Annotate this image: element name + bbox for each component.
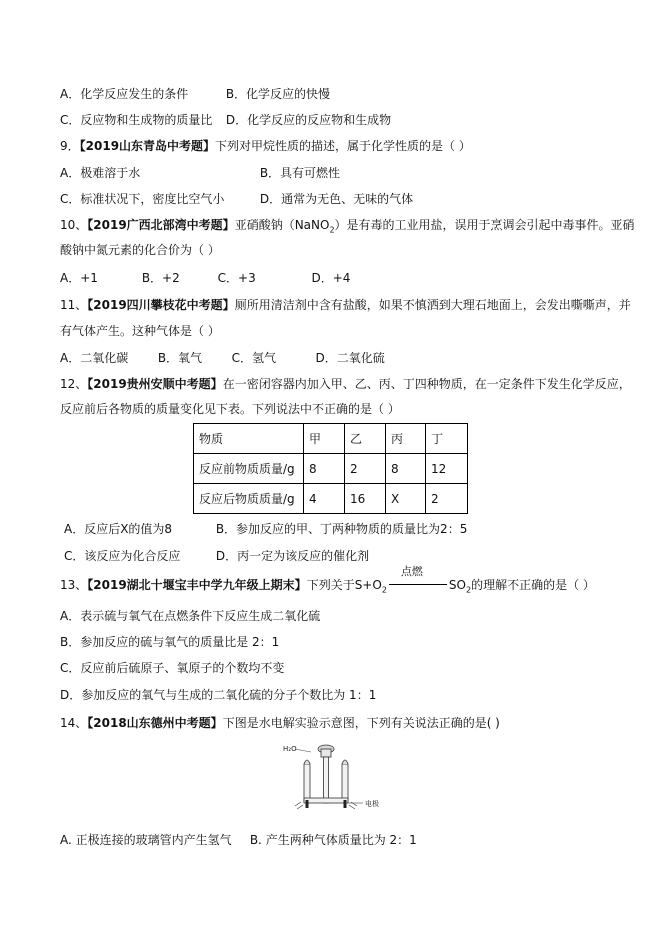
q13-so2-subscript: 2 [465, 585, 472, 595]
q11-option-d: D．二氧化硫 [315, 351, 385, 365]
table-cell: 8 [386, 454, 426, 484]
q14-stem [60, 715, 500, 731]
table-cell: 12 [426, 454, 468, 484]
q12-option-b: B．参加反应的甲、丁两种物质的质量比为2：5 [215, 522, 468, 536]
table-header-cell: 乙 [345, 424, 386, 454]
water-electrolysis-apparatus [281, 742, 411, 810]
q8-option-d: D．化学反应的反应物和生成物 [225, 113, 392, 127]
q10-options [60, 270, 350, 286]
q10-option-a: A．+1 [60, 271, 98, 285]
table-cell: 4 [304, 484, 345, 514]
q12-option-c: C．该反应为化合反应 [64, 549, 181, 563]
q14-option-b: B. 产生两种气体质量比为 2：1 [249, 833, 417, 847]
q11-text-2: 有气体产生。这种气体是（ ） [60, 324, 220, 338]
left-electrode [306, 800, 309, 808]
q9-option-a: A．极难溶于水 [60, 166, 141, 180]
q12-option-a: A．反应后X的值为8 [64, 522, 173, 536]
q10-option-b: B．+2 [141, 271, 180, 285]
q11-option-b: B．氧气 [157, 351, 203, 365]
q13-option-c: C．反应前后硫原子、氧原子的个数均不变 [60, 661, 285, 675]
funnel-body [321, 749, 331, 757]
q13-option-a-line [60, 608, 320, 624]
q12-stem [60, 376, 631, 392]
q11-text: 厕所用清洁剂中含有盐酸，如果不慎洒到大理石地面上，会发出嘶嘶声，并 [234, 298, 631, 312]
table-header-cell: 丁 [426, 424, 468, 454]
q9-text: 下列对甲烷性质的描述，属于化学性质的是（ ） [215, 139, 471, 153]
q13-o2-subscript: 2 [381, 585, 387, 595]
connecting-tube [304, 798, 348, 803]
reaction-bar [389, 584, 447, 585]
water-label-pointer [295, 749, 311, 752]
q13-option-b: B．参加反应的硫与氧气的质量比是 2：1 [60, 635, 280, 649]
q10-stem-line-2 [60, 242, 220, 258]
q11-option-a: A．二氧化碳 [60, 351, 129, 365]
table-cell: X [386, 484, 426, 514]
q12-number: 12、 [60, 377, 88, 391]
right-stopcock [342, 760, 348, 764]
q8-option-c: C．反应物和生成物的质量比 [60, 113, 213, 127]
q10-text-a: 亚硝酸钠（NaNO [234, 218, 330, 232]
q9-source: 【2019山东青岛中考题】 [79, 139, 216, 153]
q13-text-c: 的理解不正确的是（ ） [471, 578, 595, 592]
table-row [194, 484, 468, 514]
q13-option-c-line [60, 660, 284, 676]
q14-text: 下图是水电解实验示意图，下列有关说法正确的是( ) [222, 716, 500, 730]
q9-options-row-2 [60, 191, 413, 207]
q12-text-2: 反应前后各物质的质量变化见下表。下列说法中不正确的是（ ） [60, 402, 400, 416]
table-header-cell: 甲 [304, 424, 345, 454]
q10-option-c: C．+3 [217, 271, 256, 285]
q13-number: 13、 [60, 578, 88, 592]
q13-source: 【2019湖北十堰宝丰中学九年级上期末】 [87, 578, 307, 592]
q11-options [60, 350, 385, 366]
table-header-cell: 丙 [386, 424, 426, 454]
table-cell: 2 [426, 484, 468, 514]
electrode-label: 电极 [365, 800, 379, 808]
q14-source: 【2018山东德州中考题】 [87, 716, 223, 730]
table-cell: 反应后物质质量/g [194, 484, 304, 514]
q13-stem [60, 565, 595, 598]
reaction-arrow [387, 565, 449, 593]
q8-options-row-1 [60, 86, 330, 102]
q14-number: 14、 [60, 716, 88, 730]
reaction-condition: 点燃 [400, 565, 423, 578]
q13-option-b-line [60, 634, 279, 650]
water-label: H₂O [283, 745, 297, 753]
q10-number: 10、 [60, 218, 88, 232]
q8-options-row-2 [60, 112, 391, 128]
q13-option-a: A．表示硫与氧气在点燃条件下反应生成二氧化硫 [60, 609, 321, 623]
q11-stem-line-2 [60, 323, 220, 339]
q10-subscript: 2 [329, 225, 335, 235]
q12-stem-line-2 [60, 401, 400, 417]
q11-number: 11、 [60, 298, 88, 312]
q12-options-row-2 [64, 548, 369, 564]
q11-option-c: C．氢气 [231, 351, 277, 365]
q13-option-d-line [60, 687, 376, 703]
left-wire [295, 802, 303, 809]
q12-option-d: D．丙一定为该反应的催化剂 [215, 549, 370, 563]
table-cell: 反应前物质质量/g [194, 454, 304, 484]
q9-option-d: D．通常为无色、无味的气体 [259, 192, 414, 206]
q12-source: 【2019贵州安顺中考题】 [87, 377, 223, 391]
q8-option-a: A．化学反应发生的条件 [60, 87, 189, 101]
q9-option-c: C．标准状况下，密度比空气小 [60, 192, 225, 206]
q13-text-b: SO [448, 578, 466, 592]
q10-text-b: ）是有毒的工业用盐，误用于烹调会引起中毒事件。亚硝 [334, 218, 635, 232]
q8-option-b: B．化学反应的快慢 [225, 87, 331, 101]
table-cell: 8 [304, 454, 345, 484]
q10-option-d: D．+4 [311, 271, 351, 285]
q12-mass-table [193, 423, 468, 514]
table-header-cell: 物质 [194, 424, 304, 454]
q11-source: 【2019四川攀枝花中考题】 [87, 298, 235, 312]
q14-option-a: A. 正极连接的玻璃管内产生氢气 [60, 833, 232, 847]
right-electrode [344, 800, 347, 808]
right-tube [342, 764, 348, 802]
q9-stem [60, 138, 471, 154]
q9-option-b: B．具有可燃性 [259, 166, 341, 180]
table-row [194, 454, 468, 484]
q13-text-a: 下列关于S+O [306, 578, 382, 592]
table-header-row [194, 424, 468, 454]
table-cell: 16 [345, 484, 386, 514]
table-cell: 2 [345, 454, 386, 484]
q14-options [60, 832, 417, 848]
q13-option-d: D．参加反应的氧气与生成的二氧化硫的分子个数比为 1：1 [60, 688, 377, 702]
q9-options-row-1 [60, 165, 340, 181]
q9-number: 9． [60, 139, 80, 153]
q10-text-2: 酸钠中氮元素的化合价为（ ） [60, 243, 220, 257]
left-stopcock [304, 760, 310, 764]
left-tube [304, 764, 310, 802]
q12-text: 在一密闭容器内加入甲、乙、丙、丁四种物质，在一定条件下发生化学反应， [222, 377, 631, 391]
q10-stem [60, 217, 635, 238]
middle-tube [324, 757, 329, 803]
q10-source: 【2019广西北部湾中考题】 [87, 218, 235, 232]
q11-stem [60, 297, 631, 313]
q12-options-row-1 [64, 521, 467, 537]
